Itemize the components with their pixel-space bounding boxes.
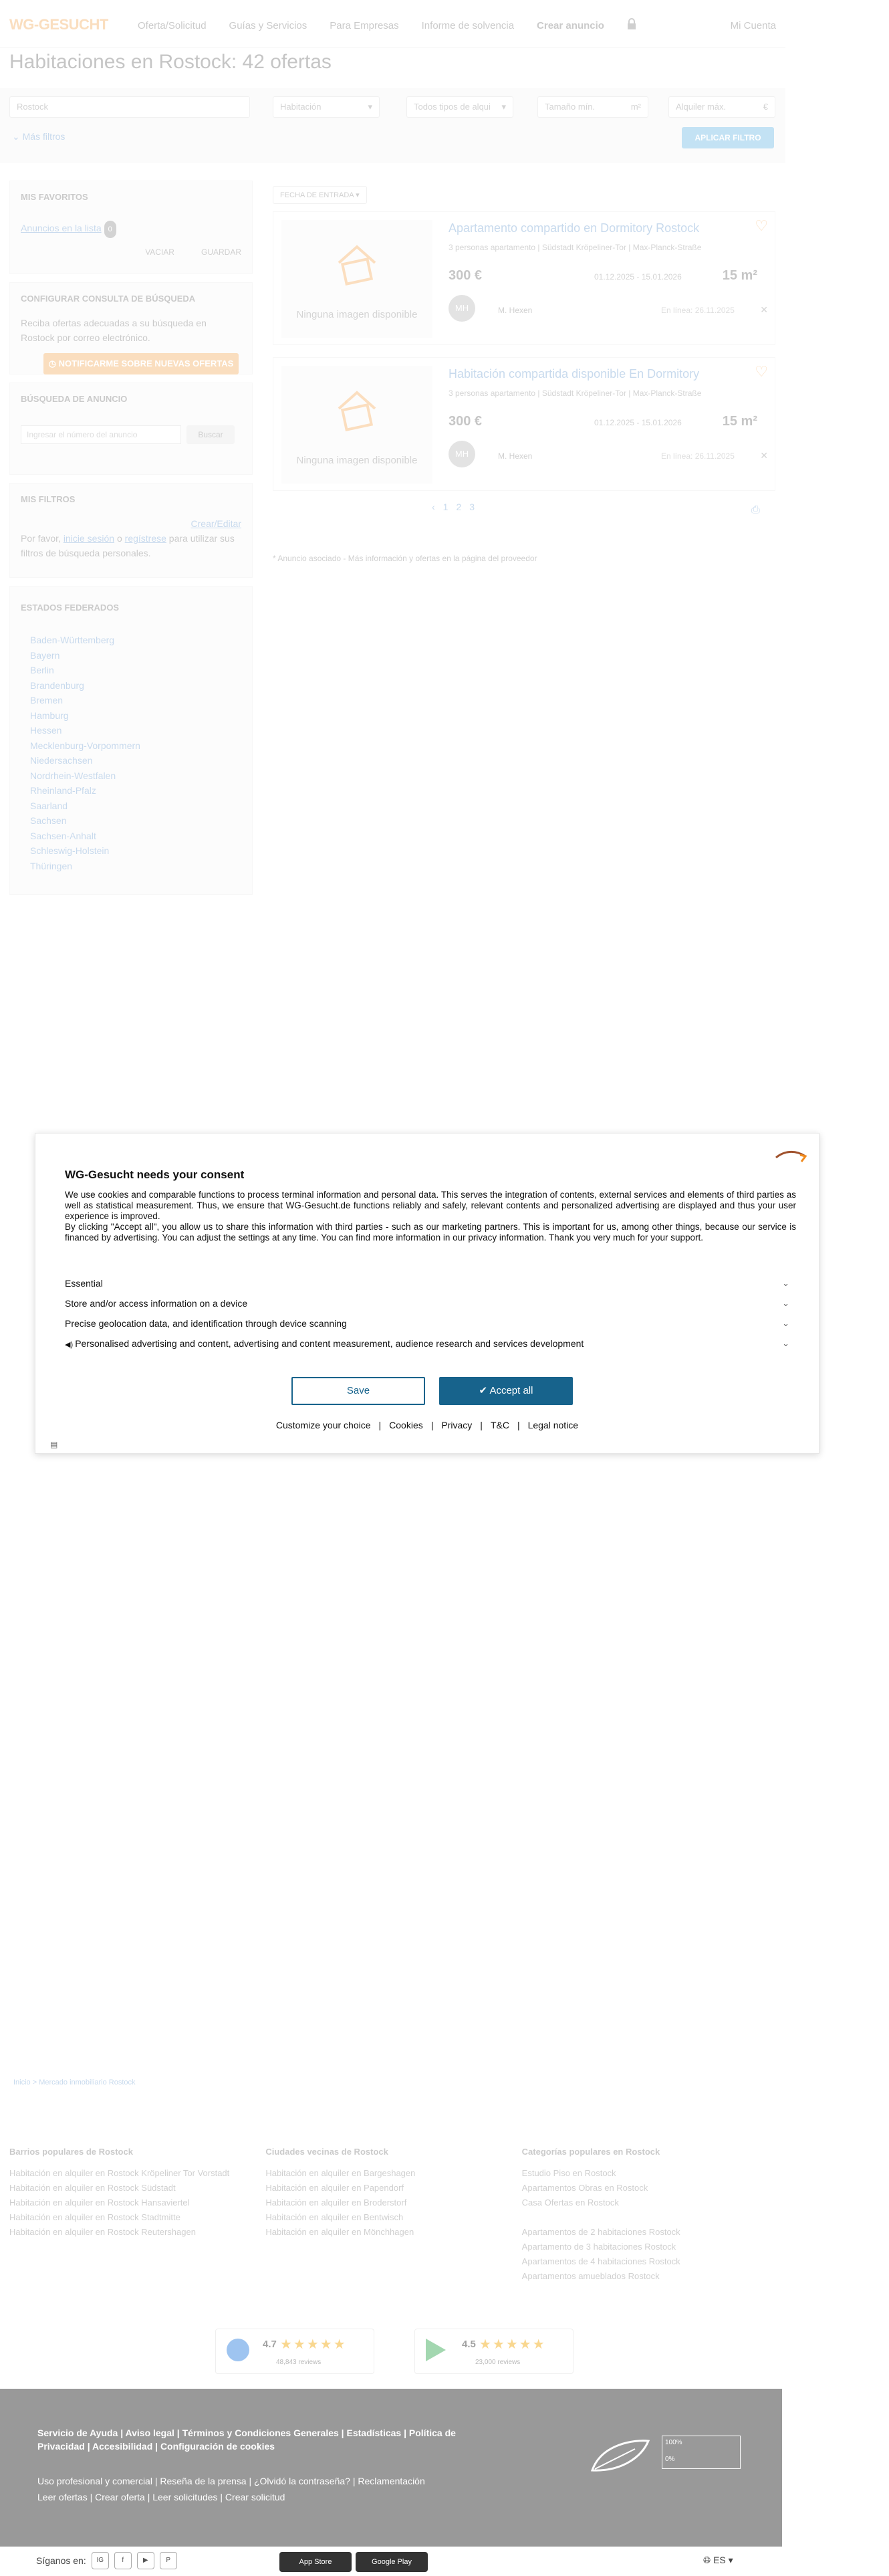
- favorite-heart-icon[interactable]: ♡: [755, 217, 768, 234]
- footer-link[interactable]: Habitación en alquiler en Bentwisch: [265, 2212, 404, 2222]
- state-link[interactable]: Thüringen: [30, 860, 73, 871]
- consent-text: [65, 1190, 796, 1243]
- state-link[interactable]: Hamburg: [30, 710, 69, 721]
- footer-column: [522, 2147, 778, 2284]
- footer-column-heading: Categorías populares en Rostock: [521, 2147, 660, 2157]
- favorite-heart-icon[interactable]: ♡: [755, 363, 768, 380]
- consent-purpose-row[interactable]: [65, 1318, 796, 1338]
- login-prompt-text: Por favor,: [21, 533, 61, 544]
- pagination-prev[interactable]: ‹: [432, 502, 435, 512]
- rating-score: 4.7: [263, 2339, 277, 2350]
- footer-column: [265, 2147, 521, 2284]
- register-link[interactable]: regístrese: [124, 533, 166, 544]
- notify-label: NOTIFICARME SOBRE NUEVAS OFERTAS: [58, 358, 234, 368]
- app-store-icon: [227, 2339, 249, 2361]
- cookies-link[interactable]: Cookies: [389, 1420, 423, 1430]
- federal-states-list: [21, 633, 241, 873]
- customize-choice-link[interactable]: Customize your choice: [275, 1420, 371, 1430]
- sponsored-note: * Anuncio asociado - Más información y ofertas en la página del proveedor: [273, 554, 537, 563]
- privacy-link[interactable]: Privacy: [441, 1420, 473, 1430]
- size-unit: m²: [630, 102, 641, 112]
- footer-column-heading: Ciudades vecinas de Rostock: [265, 2147, 388, 2157]
- state-link[interactable]: Sachsen: [30, 815, 67, 826]
- facebook-icon[interactable]: f: [114, 2552, 132, 2569]
- site-logo[interactable]: WG-GESUCHT: [9, 16, 108, 33]
- my-filters-heading: MIS FILTROS: [21, 494, 76, 504]
- federal-states-box: [9, 586, 253, 895]
- category-value: Habitación: [280, 102, 322, 112]
- instagram-icon[interactable]: IG: [92, 2552, 109, 2569]
- purpose-label: Essential: [65, 1278, 103, 1289]
- app-store-button[interactable]: App Store: [279, 2552, 352, 2572]
- ad-search-heading: BÚSQUEDA DE ANUNCIO: [21, 394, 128, 404]
- footer-link[interactable]: Apartamentos de 4 habitaciones Rostock: [521, 2256, 680, 2266]
- print-icon[interactable]: ⎙: [751, 504, 760, 516]
- favorites-box: [9, 181, 253, 274]
- check-icon: ✔: [479, 1385, 490, 1396]
- apply-filter-button[interactable]: APLICAR FILTRO: [682, 127, 774, 148]
- category-select[interactable]: [273, 96, 380, 118]
- notify-new-offers-button[interactable]: [43, 353, 239, 374]
- state-link[interactable]: Hessen: [30, 725, 62, 736]
- footer-link[interactable]: Casa Ofertas en Rostock: [521, 2197, 619, 2208]
- footer-link[interactable]: Habitación en alquiler en Rostock Reutershagen: [9, 2227, 196, 2237]
- state-link[interactable]: Rheinland-Pfalz: [30, 785, 96, 796]
- chevron-down-icon[interactable]: ⌄: [782, 1338, 789, 1348]
- state-link[interactable]: Schleswig-Holstein: [30, 845, 110, 856]
- footer-link[interactable]: [522, 2210, 778, 2225]
- rating-reviews: 23,000 reviews: [475, 2359, 521, 2366]
- footer-link[interactable]: Apartamentos amueblados Rostock: [521, 2271, 660, 2281]
- footer-link[interactable]: Habitación en alquiler en Rostock Stadtmitte: [9, 2212, 180, 2222]
- footer-link[interactable]: Habitación en alquiler en Bargeshagen: [265, 2168, 416, 2178]
- login-link[interactable]: inicie sesión: [63, 533, 115, 544]
- listing-card[interactable]: [273, 357, 775, 491]
- badge-percent-bottom: 0%: [665, 2456, 675, 2463]
- chevron-down-icon: ▾: [368, 102, 372, 112]
- footer-links-line[interactable]: Servicio de Ayuda | Aviso legal | Términos y Condiciones Generales | Estadísticas | Política de: [37, 2428, 456, 2438]
- footer-link[interactable]: Habitación en alquiler en Rostock Südstadt: [9, 2183, 176, 2193]
- listing-owner: M. Hexen: [498, 451, 533, 461]
- terms-link[interactable]: T&C: [490, 1420, 509, 1430]
- footer-links-line[interactable]: Leer ofertas | Crear oferta | Leer solicitudes | Crear solicitud: [37, 2492, 285, 2502]
- nav-guides[interactable]: Guías y Servicios: [229, 20, 307, 31]
- state-link[interactable]: Sachsen-Anhalt: [30, 830, 96, 841]
- footer-link[interactable]: Habitación en alquiler en Papendorf: [265, 2183, 404, 2193]
- chevron-down-icon: ▾: [356, 191, 360, 199]
- search-alert-box: [9, 282, 253, 374]
- federal-states-heading: ESTADOS FEDERADOS: [21, 603, 120, 613]
- listing-size: 15 m²: [722, 414, 757, 429]
- favorites-count-badge: 0: [104, 221, 116, 238]
- pagination-page[interactable]: 2: [456, 502, 462, 512]
- follow-us-label: Síganos en:: [36, 2555, 86, 2566]
- city-input[interactable]: Rostock: [9, 96, 250, 118]
- purpose-label: Personalised advertising and content, advertising and content measurement, audience research and services development: [75, 1338, 584, 1349]
- youtube-icon[interactable]: ▶: [137, 2552, 154, 2569]
- hide-listing-icon[interactable]: ✕: [760, 450, 768, 461]
- nav-business[interactable]: Para Empresas: [330, 20, 399, 31]
- sort-label: FECHA DE ENTRADA: [280, 191, 354, 199]
- rating-reviews: 48,843 reviews: [276, 2359, 322, 2366]
- listing-description: 3 personas apartamento | Südstadt Kröpeliner-Tor | Max-Planck-Straße: [449, 243, 702, 252]
- save-button[interactable]: Save: [291, 1377, 425, 1405]
- chevron-down-icon: ⌄: [12, 131, 23, 142]
- rent-max-input[interactable]: [668, 96, 775, 118]
- listing-title[interactable]: Habitación compartida disponible En Dormitory: [449, 367, 700, 381]
- nav-create-ad[interactable]: Crear anuncio: [537, 20, 604, 31]
- size-min-input[interactable]: [537, 96, 648, 118]
- consent-links: Customize your choice | Cookies | Privacy | T&C | Legal notice: [275, 1420, 579, 1430]
- footer-link[interactable]: Habitación en alquiler en Broderstorf: [265, 2197, 407, 2208]
- state-link[interactable]: Mecklenburg-Vorpommern: [30, 740, 140, 751]
- favorites-heading: MIS FAVORITOS: [21, 192, 88, 202]
- chevron-down-icon: ▾: [728, 2555, 733, 2565]
- footer-link[interactable]: Apartamentos Obras en Rostock: [521, 2183, 648, 2193]
- top-navigation-bar: [0, 0, 785, 48]
- purpose-label: Store and/or access information on a device: [65, 1298, 248, 1309]
- consent-purpose-row[interactable]: [65, 1278, 796, 1298]
- or-text: o: [116, 533, 122, 544]
- footer-link[interactable]: Apartamento de 3 habitaciones Rostock: [521, 2242, 676, 2252]
- more-filters-label: Más filtros: [22, 131, 66, 142]
- ad-search-button[interactable]: Buscar: [186, 425, 235, 444]
- pagination-page[interactable]: 3: [469, 502, 475, 512]
- more-filters-link[interactable]: [12, 131, 65, 142]
- footer-column-heading: Barrios populares de Rostock: [9, 2147, 133, 2157]
- page-title: Habitaciones en Rostock: 42 ofertas: [9, 51, 332, 73]
- rent-type-select[interactable]: [406, 96, 513, 118]
- chevron-down-icon: ▾: [501, 102, 506, 112]
- state-link[interactable]: Baden-Württemberg: [30, 635, 115, 645]
- avatar[interactable]: MH: [449, 295, 475, 322]
- footer-link-columns: [9, 2147, 778, 2284]
- house-icon: [334, 386, 380, 433]
- listing-description: 3 personas apartamento | Südstadt Kröpeliner-Tor | Max-Planck-Straße: [449, 389, 702, 398]
- globe-icon: 🌐︎: [703, 2555, 714, 2565]
- state-link[interactable]: Saarland: [30, 800, 68, 811]
- listing-price: 300 €: [449, 414, 483, 429]
- my-filters-box: [9, 483, 253, 578]
- language-selector[interactable]: [703, 2555, 733, 2566]
- save-favorites-button[interactable]: GUARDAR: [201, 247, 241, 257]
- hide-listing-icon[interactable]: ✕: [760, 304, 768, 315]
- purpose-label: Precise geolocation data, and identification through device scanning: [65, 1318, 347, 1329]
- my-account-link[interactable]: Mi Cuenta: [730, 20, 776, 31]
- footer-links-line[interactable]: Privacidad | Accesibilidad | Configuración de cookies: [37, 2441, 275, 2452]
- leaf-icon: [588, 2437, 652, 2474]
- consent-logo-icon: [775, 1148, 808, 1168]
- language-code: ES: [713, 2555, 726, 2565]
- size-placeholder: Tamaño mín.: [545, 102, 596, 112]
- footer-link[interactable]: Estudio Piso en Rostock: [521, 2168, 616, 2178]
- consent-paragraph: By clicking "Accept all", you allow us to share this information with third parties - such as our marketing partners. This is important for us, among other things, because our service is financed by advertising. You can adjust the settings at any time. You can find more information in our privacy information. Thank you very much for your support.: [65, 1222, 796, 1243]
- ad-number-input[interactable]: Ingresar el número del anuncio: [21, 425, 181, 444]
- footer-link[interactable]: Apartamentos de 2 habitaciones Rostock: [521, 2227, 680, 2237]
- listing-online-date: En línea: 26.11.2025: [661, 451, 735, 461]
- chevron-down-icon[interactable]: ⌄: [782, 1318, 789, 1328]
- consent-purposes: [65, 1278, 796, 1358]
- footer-link[interactable]: Habitación en alquiler en Rostock Hansaviertel: [9, 2197, 190, 2208]
- favorites-list-link[interactable]: Anuncios en la lista: [21, 223, 102, 233]
- state-link[interactable]: Bayern: [30, 649, 60, 661]
- rating-stars: ★★★★★: [280, 2337, 347, 2352]
- breadcrumb[interactable]: Inicio > Mercado inmobiliario Rostock: [13, 2078, 136, 2086]
- nav-offer-request[interactable]: Oferta/Solicitud: [138, 20, 207, 31]
- footer-link[interactable]: Habitación en alquiler en Mönchhagen: [265, 2227, 414, 2237]
- no-image-text: Ninguna imagen disponible: [296, 455, 418, 466]
- footer-column: [9, 2147, 265, 2284]
- listing-dates: 01.12.2025 - 15.01.2026: [594, 272, 682, 282]
- listing-image-placeholder: [281, 366, 432, 484]
- state-link[interactable]: Niedersachsen: [30, 755, 93, 766]
- accept-all-label: Accept all: [489, 1385, 533, 1396]
- consent-purpose-row[interactable]: [65, 1338, 796, 1358]
- no-image-text: Ninguna imagen disponible: [296, 309, 418, 320]
- rating-stars: ★★★★★: [479, 2337, 546, 2352]
- pinterest-icon[interactable]: P: [160, 2552, 177, 2569]
- listing-size: 15 m²: [722, 268, 757, 283]
- listing-owner: M. Hexen: [498, 306, 533, 315]
- green-energy-badge: [662, 2436, 741, 2469]
- google-play-button[interactable]: Google Play: [356, 2552, 428, 2572]
- clear-favorites-button[interactable]: VACIAR: [145, 247, 174, 257]
- sort-by-date-button[interactable]: [273, 186, 367, 204]
- create-edit-filters-link[interactable]: Crear/Editar: [190, 518, 241, 529]
- rent-type-value: Todos tipos de alqui: [414, 102, 491, 112]
- pagination: [432, 502, 475, 512]
- pagination-page[interactable]: 1: [442, 502, 449, 512]
- search-alert-heading: CONFIGURAR CONSULTA DE BÚSQUEDA: [21, 294, 196, 304]
- consent-title: WG-Gesucht needs your consent: [65, 1168, 245, 1181]
- chevron-down-icon[interactable]: ⌄: [782, 1298, 789, 1308]
- rating-score: 4.5: [462, 2339, 476, 2350]
- chevron-down-icon[interactable]: ⌄: [782, 1278, 789, 1288]
- badge-percent-top: 100%: [665, 2439, 682, 2446]
- listing-card[interactable]: [273, 211, 775, 345]
- listing-online-date: En línea: 26.11.2025: [661, 306, 735, 315]
- footer-gray-panel: [0, 2389, 782, 2547]
- rent-unit: €: [763, 102, 768, 112]
- app-store-rating[interactable]: [215, 2329, 374, 2374]
- google-play-rating[interactable]: [414, 2329, 574, 2374]
- lock-icon[interactable]: [625, 17, 638, 31]
- nav-credit-report[interactable]: Informe de solvencia: [421, 20, 515, 31]
- consent-dialog: [35, 1133, 819, 1454]
- listing-dates: 01.12.2025 - 15.01.2026: [594, 418, 682, 427]
- language-flag-icon[interactable]: ▤: [50, 1440, 58, 1449]
- speaker-icon: ◀): [65, 1341, 76, 1349]
- social-links: [36, 2552, 177, 2569]
- consent-paragraph: We use cookies and comparable functions to process terminal information and personal data. This serves the integration of contents, external services and elements of third parties as well as statistical measurement. Thus, we ensure that WG-Gesucht.de functions reliably and safely, relevant contents and personalized advertising are displayed and thus your user experience is improved.: [65, 1190, 796, 1221]
- footer-link[interactable]: Habitación en alquiler en Rostock Kröpeliner Tor Vorstadt: [9, 2168, 230, 2178]
- google-play-icon: [426, 2339, 446, 2361]
- clock-icon: ◷: [48, 358, 59, 368]
- search-alert-text: Reciba ofertas adecuadas a su búsqueda en Rostock por correo electrónico.: [21, 318, 207, 343]
- accept-all-button[interactable]: [439, 1377, 573, 1405]
- main-nav: [138, 20, 604, 31]
- consent-purpose-row[interactable]: [65, 1298, 796, 1318]
- state-link[interactable]: Nordrhein-Westfalen: [30, 770, 116, 781]
- footer-links-line[interactable]: Uso profesional y comercial | Reseña de la prensa | ¿Olvidó la contraseña? | Reclamentación: [37, 2476, 425, 2486]
- filter-bar: [0, 88, 785, 163]
- listing-price: 300 €: [449, 268, 483, 283]
- state-link[interactable]: Brandenburg: [30, 679, 84, 691]
- ad-search-box: [9, 383, 253, 475]
- listing-image-placeholder: [281, 220, 432, 338]
- legal-notice-link[interactable]: Legal notice: [527, 1420, 579, 1430]
- sidebar: [9, 181, 253, 903]
- state-link[interactable]: Berlin: [30, 665, 54, 675]
- filters-usage-text: para utilizar sus filtros de búsqueda personales.: [21, 533, 235, 558]
- listing-title[interactable]: Apartamento compartido en Dormitory Rostock: [449, 221, 700, 235]
- state-link[interactable]: Bremen: [30, 695, 64, 706]
- rent-placeholder: Alquiler máx.: [676, 102, 727, 112]
- house-icon: [334, 240, 380, 287]
- avatar[interactable]: MH: [449, 441, 475, 467]
